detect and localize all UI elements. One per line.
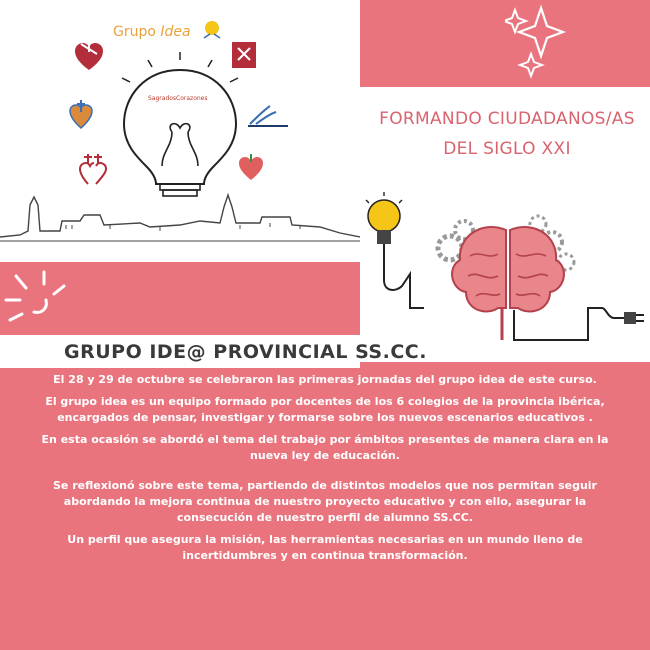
headline-line-1: FORMANDO CIUDADANOS/AS — [379, 109, 635, 129]
sparkle-icon — [505, 4, 575, 80]
paragraph-3: En esta ocasión se abordó el tema del trabajo por ámbitos presentes de manera clara en la nueva ley de educación. — [41, 433, 609, 462]
logo-word-idea: Idea — [160, 24, 191, 40]
paragraph-2: El grupo idea es un equipo formado por docentes de los 6 colegios de la provincia ibérica, encargados de pensar, investigar y formarse sobre los nuevos escenarios educativos . — [45, 395, 605, 424]
grupo-idea-logo — [113, 24, 191, 40]
headline-line-2: DEL SIGLO XXI — [443, 139, 571, 159]
paragraph-4: Se reflexionó sobre este tema, partiendo de distintos modelos que nos permitan seguir abordando la mejora continua de nuestro proyecto educativo y con ello, asegurar la consecución de nuestro perfil de alumno SS.CC. — [53, 479, 597, 524]
bulb-yellow-icon — [366, 192, 424, 308]
bulb-brand-label: SagradosCorazones — [148, 95, 208, 102]
sun-burst-icon — [4, 268, 74, 338]
red-heart-logo-icon — [236, 152, 266, 184]
brain-icon — [452, 227, 564, 340]
brain-illustration — [362, 190, 648, 360]
wave-logo-icon — [246, 102, 290, 130]
idea-bulb-small-icon — [200, 18, 224, 46]
plug-icon — [514, 308, 644, 340]
skyline-icon — [0, 185, 360, 245]
logo-word-grupo: Grupo — [113, 24, 156, 40]
group-title: GRUPO IDE@ PROVINCIAL SS.CC. — [64, 341, 427, 363]
paragraph-1: El 28 y 29 de octubre se celebraron las primeras jornadas del grupo idea de este curso. — [53, 373, 597, 386]
paragraph-5: Un perfil que asegura la misión, las herramientas necesarias en un mundo lleno de incertidumbres y en continua transformación. — [67, 533, 583, 562]
cross-hearts-logo-icon — [66, 98, 96, 132]
heart-logo-icon — [72, 40, 106, 74]
shield-logo-icon — [230, 40, 258, 74]
double-heart-logo-icon — [78, 152, 108, 188]
headline — [372, 104, 642, 164]
article-body — [28, 372, 622, 570]
